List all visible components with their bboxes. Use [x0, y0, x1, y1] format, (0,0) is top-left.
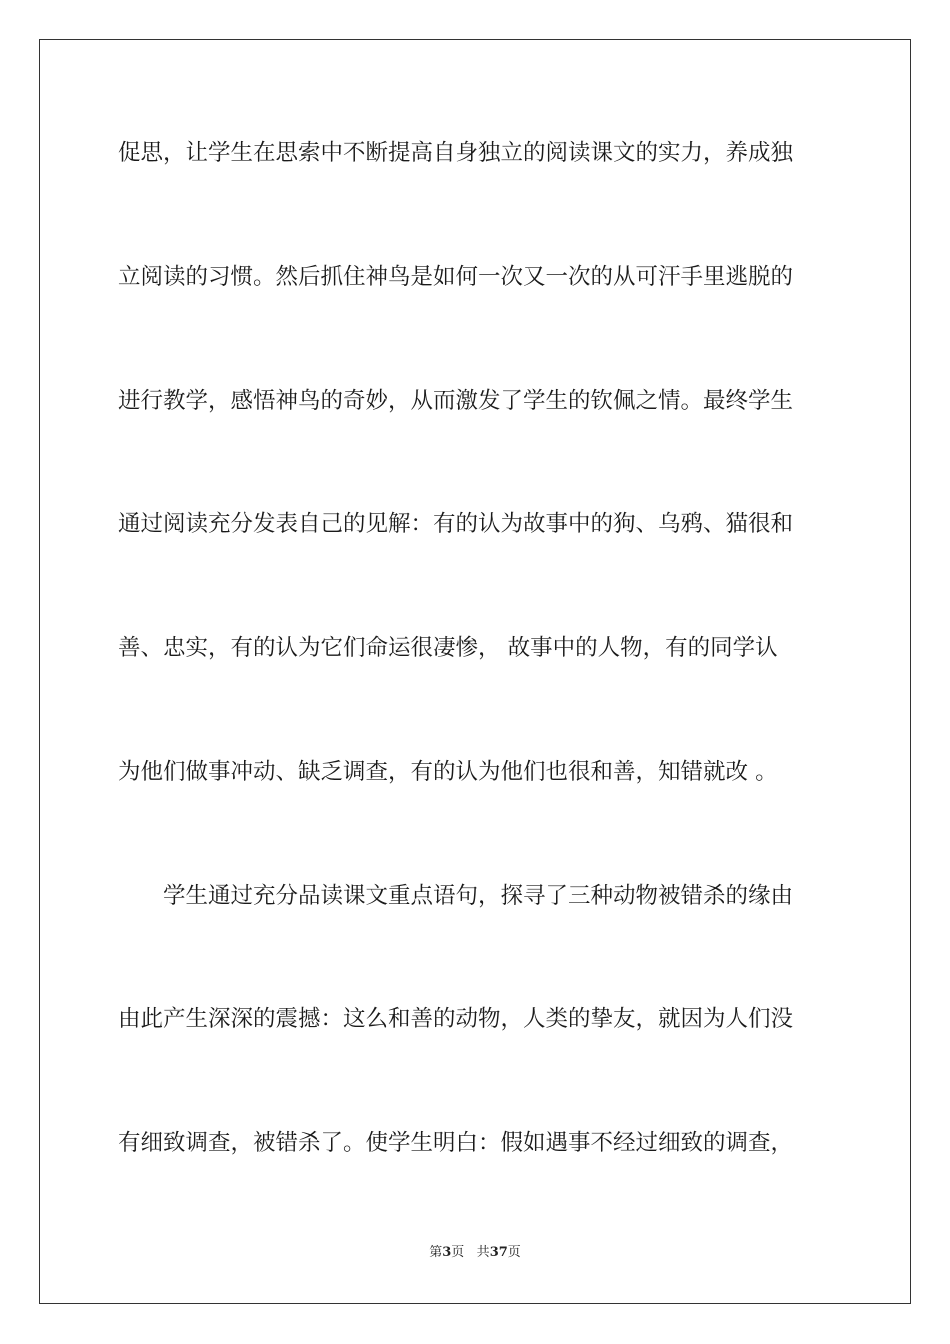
footer-total-suffix: 页: [507, 1245, 521, 1260]
text-line-8: 由此产生深深的震撼：这么和善的动物，人类的挚友，就因为人们没: [118, 1006, 794, 1032]
text-line-1: 促思，让学生在思索中不断提高自身独立的阅读课文的实力，养成独: [118, 140, 794, 166]
footer-total-prefix: 共: [476, 1245, 490, 1260]
footer-total-pages: 37: [489, 1245, 508, 1260]
footer-page-number: 3: [442, 1245, 452, 1260]
footer-page-suffix: 页: [451, 1245, 465, 1260]
text-line-7: 学生通过充分品读课文重点语句，探寻了三种动物被错杀的缘由: [163, 883, 794, 909]
page-footer: [0, 1244, 950, 1262]
text-line-6: 为他们做事冲动、缺乏调查，有的认为他们也很和善，知错就改 。: [118, 759, 778, 785]
text-line-9: 有细致调查，被错杀了。使学生明白：假如遇事不经过细致的调查，: [118, 1130, 794, 1156]
text-line-5: 善、忠实，有的认为它们命运很凄惨， 故事中的人物，有的同学认: [118, 635, 778, 661]
footer-page-prefix: 第: [429, 1245, 443, 1260]
text-line-2: 立阅读的习惯。然后抓住神鸟是如何一次又一次的从可汗手里逃脱的: [118, 264, 794, 290]
text-line-4: 通过阅读充分发表自己的见解：有的认为故事中的狗、乌鸦、猫很和: [118, 511, 794, 537]
page-border: [39, 39, 911, 1304]
text-line-3: 进行教学，感悟神鸟的奇妙，从而激发了学生的钦佩之情。最终学生: [118, 388, 794, 414]
